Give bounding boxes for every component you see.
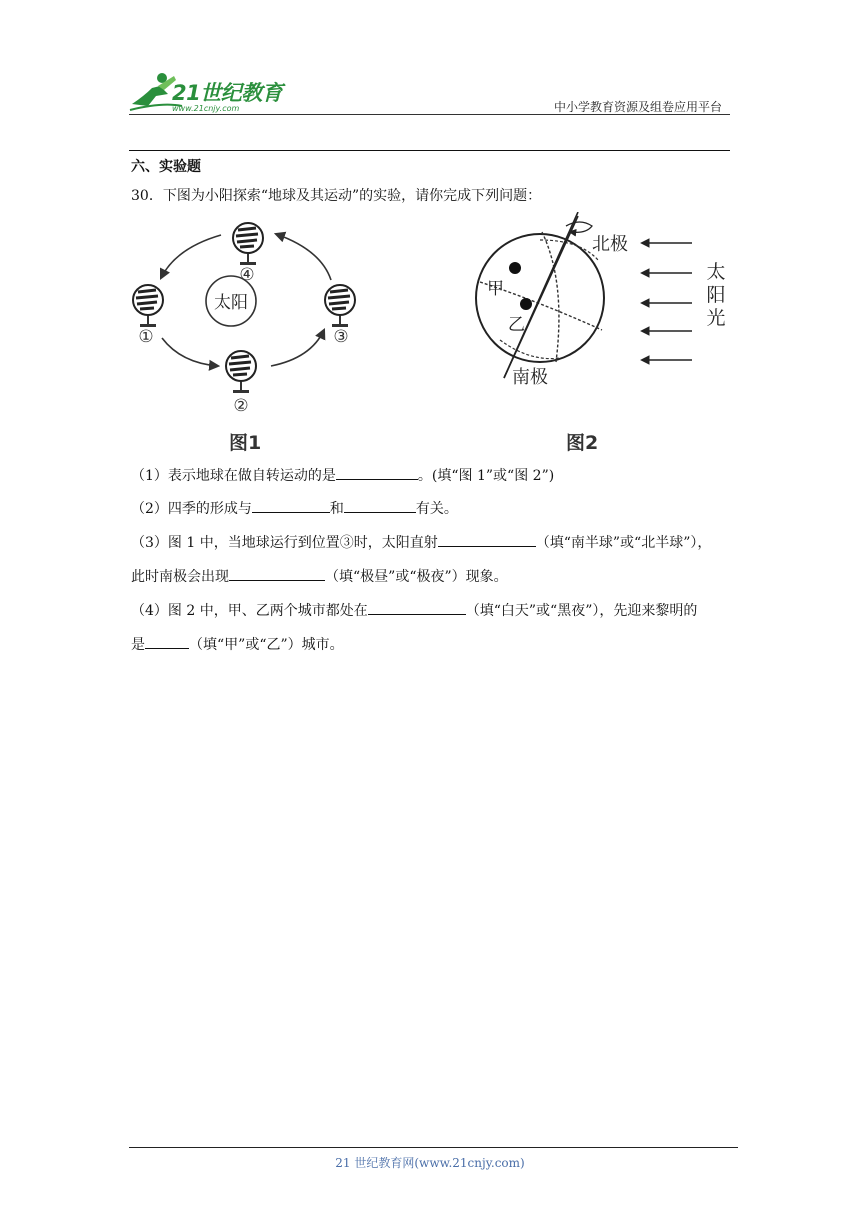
position-2-label: ②: [233, 396, 249, 416]
q2-text-a: （2）四季的形成与: [131, 501, 252, 517]
sun-label: 太阳: [214, 293, 248, 313]
footer-divider: [129, 1147, 738, 1148]
q4-text-d: （填“甲”或“乙”）城市。: [189, 637, 344, 653]
orbit-arrow-1-to-2: [162, 338, 218, 366]
city-a-dot: [509, 262, 521, 274]
city-a-label: 甲: [487, 279, 504, 299]
logo-url: www.21cnjy.com: [172, 104, 240, 113]
sunlight-label-3: 光: [706, 307, 726, 329]
header-divider: [129, 114, 730, 115]
q4-text-a: （4）图 2 中，甲、乙两个城市都处在: [131, 603, 368, 619]
q4-text-c: 是: [131, 637, 145, 653]
q3-text-d: （填“极昼”或“极夜”）现象。: [325, 569, 508, 585]
subquestion-1: [131, 465, 554, 485]
subquestion-4: [131, 600, 697, 620]
subquestion-2: [131, 498, 458, 518]
platform-name: 中小学教育资源及组卷应用平台: [553, 100, 722, 114]
figure-2-rotation-diagram: [470, 212, 740, 392]
sunlight-label-2: 阳: [706, 284, 726, 306]
globe-icon-position-3: [325, 285, 355, 327]
position-3-label: ③: [333, 327, 349, 347]
q2-answer-blank-2[interactable]: [344, 498, 416, 513]
south-pole-label: 南极: [512, 367, 548, 388]
globe-icon-position-1: [133, 285, 163, 327]
q3-answer-blank-1[interactable]: [438, 532, 536, 547]
q4-answer-blank-1[interactable]: [368, 600, 466, 615]
orbit-arrow-3-to-4: [276, 234, 331, 280]
figure-2-caption: 图2: [566, 432, 599, 454]
footer-text[interactable]: 21 世纪教育网(www.21cnjy.com): [335, 1156, 525, 1170]
orbit-arrow-2-to-3: [271, 330, 324, 366]
q3-text-a: （3）图 1 中，当地球运行到位置③时，太阳直射: [131, 535, 438, 551]
q4-text-b: （填“白天”或“黑夜”），先迎来黎明的: [465, 603, 698, 619]
q3-text-b: （填“南半球”或“北半球”），: [535, 535, 712, 551]
subquestion-4-cont: [131, 634, 344, 654]
q1-text-a: （1）表示地球在做自转运动的是: [131, 468, 336, 484]
q3-answer-blank-2[interactable]: [229, 566, 325, 581]
figure-1-caption: 图1: [229, 432, 262, 454]
city-b-dot: [520, 298, 532, 310]
subquestion-3: [131, 532, 711, 552]
globe-icon-position-4: [233, 223, 263, 265]
position-4-label: ④: [239, 265, 255, 285]
q2-text-b: 和: [329, 501, 344, 517]
q2-answer-blank-1[interactable]: [252, 498, 330, 513]
figure-1-revolution-diagram: [126, 208, 366, 420]
logo-text: 21世纪教育: [172, 81, 283, 105]
globe-icon-position-2: [226, 351, 256, 393]
section-title: 六、实验题: [131, 159, 201, 175]
subquestion-3-cont: [131, 566, 508, 586]
q2-text-c: 有关。: [415, 501, 458, 517]
section-divider: [129, 150, 730, 151]
orbit-arrow-4-to-1: [161, 235, 221, 278]
q4-answer-blank-2[interactable]: [145, 634, 189, 649]
position-1-label: ①: [138, 327, 154, 347]
q1-answer-blank[interactable]: [336, 465, 418, 480]
north-pole-label: 北极: [592, 234, 628, 255]
q3-text-c: 此时南极会出现: [131, 569, 229, 585]
question-title: 30．下图为小阳探索“地球及其运动”的实验，请你完成下列问题：: [131, 188, 542, 204]
q1-text-b: 。(填“图 1”或“图 2”): [417, 468, 555, 484]
city-b-label: 乙: [508, 315, 525, 335]
sunlight-label-1: 太: [706, 261, 726, 283]
